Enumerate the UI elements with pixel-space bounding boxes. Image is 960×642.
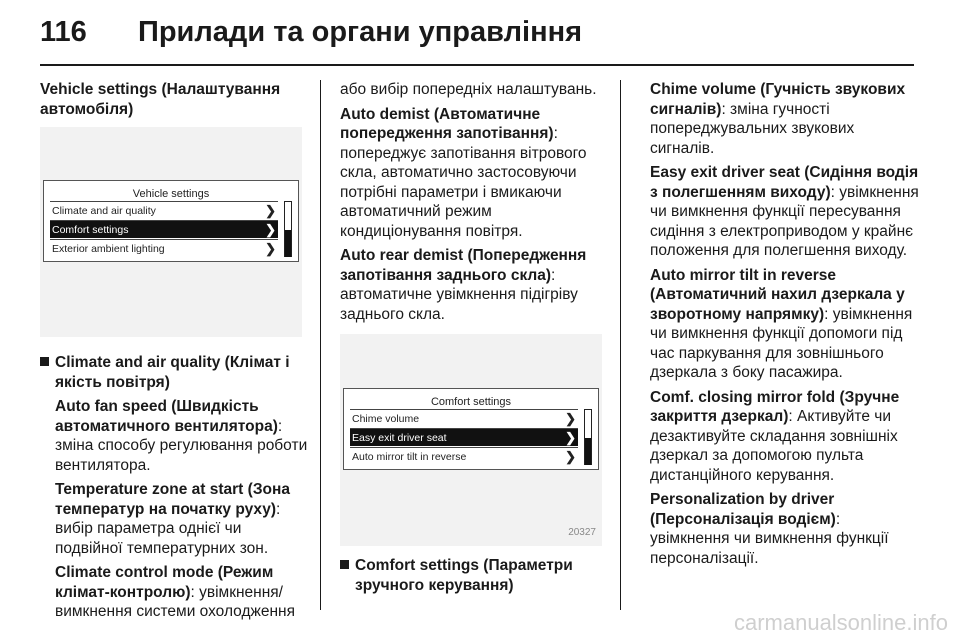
screen-scrollbar[interactable] <box>584 409 592 465</box>
chevron-right-icon: ❯ <box>265 203 276 218</box>
item-label: Auto mirror tilt in reverse (Автоматичний нахил дзеркала у зворотному напрямку) <box>650 266 905 323</box>
scrollbar-thumb[interactable] <box>285 230 291 257</box>
item-mirror-fold <box>650 388 920 486</box>
menu-row-label: Auto mirror tilt in reverse <box>352 451 467 463</box>
menu-row-label: Exterior ambient lighting <box>52 243 165 255</box>
item-text: : вибір параметра однієї чи подвійної температурних зон. <box>55 500 281 557</box>
item-label: Auto rear demist (Попередження запотівання заднього скла) <box>340 247 587 284</box>
item-text: : зміна гучності попереджувальних звукових сигналів. <box>650 100 855 157</box>
section-title-vehicle-settings: Vehicle settings (Налаштування автомобіля) <box>40 81 281 118</box>
item-text: : автоматичне увімкнення підігріву заднього скла. <box>340 266 578 323</box>
item-text: : зміна способу регулювання роботи вентилятора. <box>55 417 308 474</box>
column-1 <box>40 80 310 627</box>
screen-scrollbar[interactable] <box>284 201 292 257</box>
screen-title: Comfort settings <box>430 396 512 408</box>
item-label: Comf. closing mirror fold (Зручне закриття дзеркал) <box>650 388 900 425</box>
menu-row-label: Chime volume <box>352 413 420 425</box>
menu-row-comfort-selected[interactable] <box>50 220 278 238</box>
bullet-label: Comfort settings (Параметри зручного керування) <box>355 557 573 594</box>
menu-row-easy-exit-selected[interactable] <box>350 428 578 446</box>
bullet-label: Climate and air quality (Клімат і якість повітря) <box>55 354 290 391</box>
item-easy-exit-seat <box>650 163 920 261</box>
item-text: : Активуйте чи дезактивуйте складання зовнішніх дзеркал за допомогою пульта дистанційного керування. <box>650 408 898 484</box>
figure-id: 20327 <box>568 526 596 538</box>
page-number: 116 <box>40 16 87 48</box>
item-text: : увімкнення чи вимкнення функції допомоги під час паркування для зовнішнього дзеркала з боку пасажира. <box>650 305 913 381</box>
page-title: Прилади та органи управління <box>138 16 583 48</box>
vehicle-settings-screen <box>43 180 299 262</box>
item-chime-volume <box>650 80 920 158</box>
item-text: : увімкнення чи вимкнення функції пересування сидіння з електроприводом у крайнє положення для полегшення виходу. <box>650 183 919 259</box>
item-auto-fan-speed <box>40 397 310 475</box>
item-label: Chime volume (Гучність звукових сигналів) <box>650 81 906 118</box>
item-label: Personalization by driver (Персоналізація водієм) <box>650 491 836 528</box>
watermark: carmanualsonline.info <box>733 610 948 635</box>
chevron-right-icon: ❯ <box>565 411 576 426</box>
menu-row-auto-mirror-tilt[interactable] <box>350 447 578 465</box>
menu-row-exterior-lighting[interactable] <box>50 239 278 257</box>
menu-row-label: Climate and air quality <box>52 205 156 217</box>
item-temperature-zone <box>40 480 310 558</box>
item-label: Easy exit driver seat (Сидіння водія з полегшенням виходу) <box>650 164 919 201</box>
screen-title: Vehicle settings <box>132 188 210 200</box>
chevron-right-icon: ❯ <box>565 430 576 445</box>
menu-row-label: Easy exit driver seat <box>352 432 447 444</box>
item-auto-rear-demist <box>340 246 608 324</box>
comfort-settings-figure <box>340 334 602 546</box>
item-auto-mirror-tilt <box>650 266 920 383</box>
item-label: Auto demist (Автоматичне попередження запотівання) <box>340 105 554 142</box>
menu-row-climate[interactable] <box>50 201 278 219</box>
menu-row-chime-volume[interactable] <box>350 409 578 427</box>
item-personalization <box>650 490 920 568</box>
item-text: : увімкнення чи вимкнення функції персоналізації. <box>650 510 889 567</box>
item-text: : увімкнення/ вимкнення системи охолодження <box>55 583 296 620</box>
item-label: Auto fan speed (Швидкість автоматичного вентилятора) <box>55 398 278 435</box>
column-divider-2 <box>620 80 621 610</box>
column-2 <box>340 80 608 600</box>
comfort-settings-screen <box>343 388 599 470</box>
item-label: Temperature zone at start (Зона температур на початку руху) <box>55 481 290 518</box>
chevron-right-icon: ❯ <box>265 241 276 256</box>
chevron-right-icon: ❯ <box>565 449 576 464</box>
vehicle-settings-figure <box>40 127 302 337</box>
column-divider-1 <box>320 80 321 610</box>
column-3 <box>650 80 920 573</box>
item-auto-demist <box>340 105 608 242</box>
bullet-climate <box>40 353 310 392</box>
bullet-square-icon <box>40 357 49 366</box>
item-text: : попереджує запотівання вітрового скла, автоматично застосовуючи потрібні параметри і вмикаючи автоматичний режим кондиціонування повітря. <box>340 125 587 240</box>
scrollbar-thumb[interactable] <box>585 438 591 465</box>
page-header <box>40 16 920 60</box>
header-divider <box>40 64 914 66</box>
menu-row-label: Comfort settings <box>52 224 129 236</box>
bullet-comfort-settings <box>340 556 608 595</box>
item-climate-control-mode <box>40 563 310 622</box>
bullet-square-icon <box>340 560 349 569</box>
continued-text: або вибір попередніх налаштувань. <box>340 81 597 98</box>
chevron-right-icon: ❯ <box>265 222 276 237</box>
item-label: Climate control mode (Режим клімат-контролю) <box>55 564 274 601</box>
